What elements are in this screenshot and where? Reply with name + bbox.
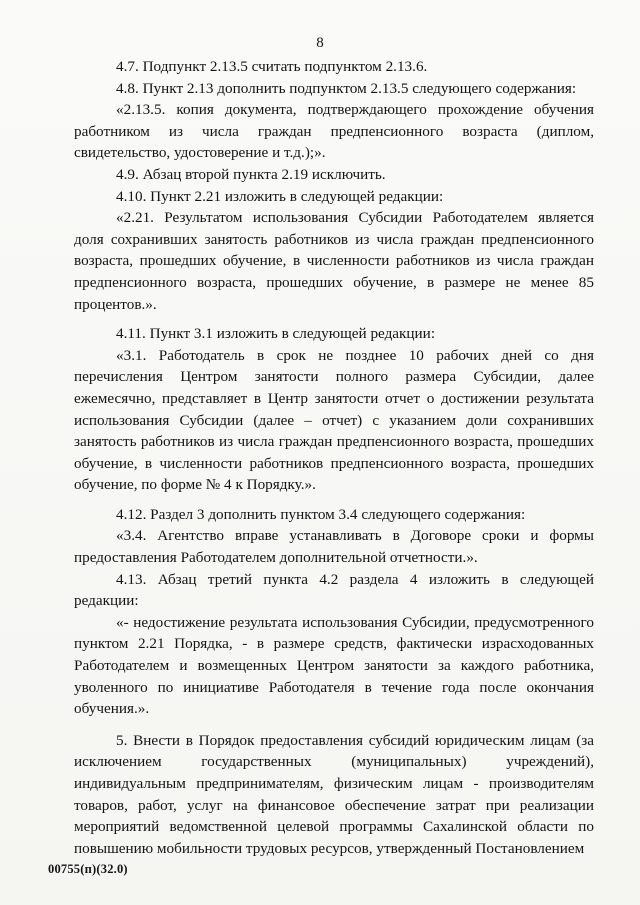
paragraph-4-13: 4.13. Абзац третий пункта 4.2 раздела 4 изложить в следующей редакции: [74,570,594,610]
paragraph-4-11: 4.11. Пункт 3.1 изложить в следующей редакции: [116,325,436,343]
document-body [74,56,594,859]
paragraph-4-8: 4.8. Пункт 2.13 дополнить подпунктом 2.13.5 следующего содержания: [116,79,577,97]
paragraph-4-7: 4.7. Подпункт 2.13.5 считать подпунктом 2.13.6. [116,58,428,75]
quote-3-4: «3.4. Агентство вправе устанавливать в Договоре сроки и формы предоставления Работодателем дополнительной отчетности.». [74,527,594,567]
quote-2-21: «2.21. Результатом использования Субсидии Работодателем является доля сохранивших занятость работников из числа граждан предпенсионного возраста, прошедших обучение, в численности работников из числа граждан предпенсионного возраста, прошедших обучение, в размере не менее 85 процентов.». [74,209,594,313]
quote-2-13-5: «2.13.5. копия документа, подтверждающего прохождение обучения работником из числа граждан предпенсионного возраста (диплом, свидетельство, удостоверение и т.д.);». [74,101,594,162]
quote-4-2: «- недостижение результата использования Субсидии, предусмотренного пунктом 2.21 Порядка, - в размере средств, фактически израсходованных Работодателем и возмещенных Центром занятости за каждого работника, уволенного по инициативе Работодателя в течение года после окончания обучения.». [74,613,594,718]
document-code: 00755(п)(32.0) [48,862,128,876]
paragraph-4-9: 4.9. Абзац второй пункта 2.19 исключить. [116,165,386,183]
paragraph-4-10: 4.10. Пункт 2.21 изложить в следующей редакции: [116,187,444,205]
paragraph-5: 5. Внести в Порядок предоставления субсидий юридическим лицам (за исключением государственных (муниципальных) учреждений), индивидуальным предпринимателям, физическим лицам - производителям товаров, работ, услуг на финансовое обеспечение затрат при реализации мероприятий ведомственной целевой программы Сахалинской области по повышению мобильности трудовых ресурсов, утвержденный Постановлением [74,731,594,857]
paragraph-4-12: 4.12. Раздел 3 дополнить пунктом 3.4 следующего содержания: [116,505,526,523]
quote-3-1: «3.1. Работодатель в срок не позднее 10 рабочих дней со дня перечисления Центром занятости полного размера Субсидии, далее ежемесячно, представляет в Центр занятости отчет о достижении результата использования Субсидии (далее – отчет) с указанием доли сохранивших занятость работников из числа граждан предпенсионного возраста, прошедших обучение, в численности работников предпенсионного возраста, прошедших обучение, по форме № 4 к Порядку.». [74,346,594,494]
page-number: 8 [316,35,324,51]
